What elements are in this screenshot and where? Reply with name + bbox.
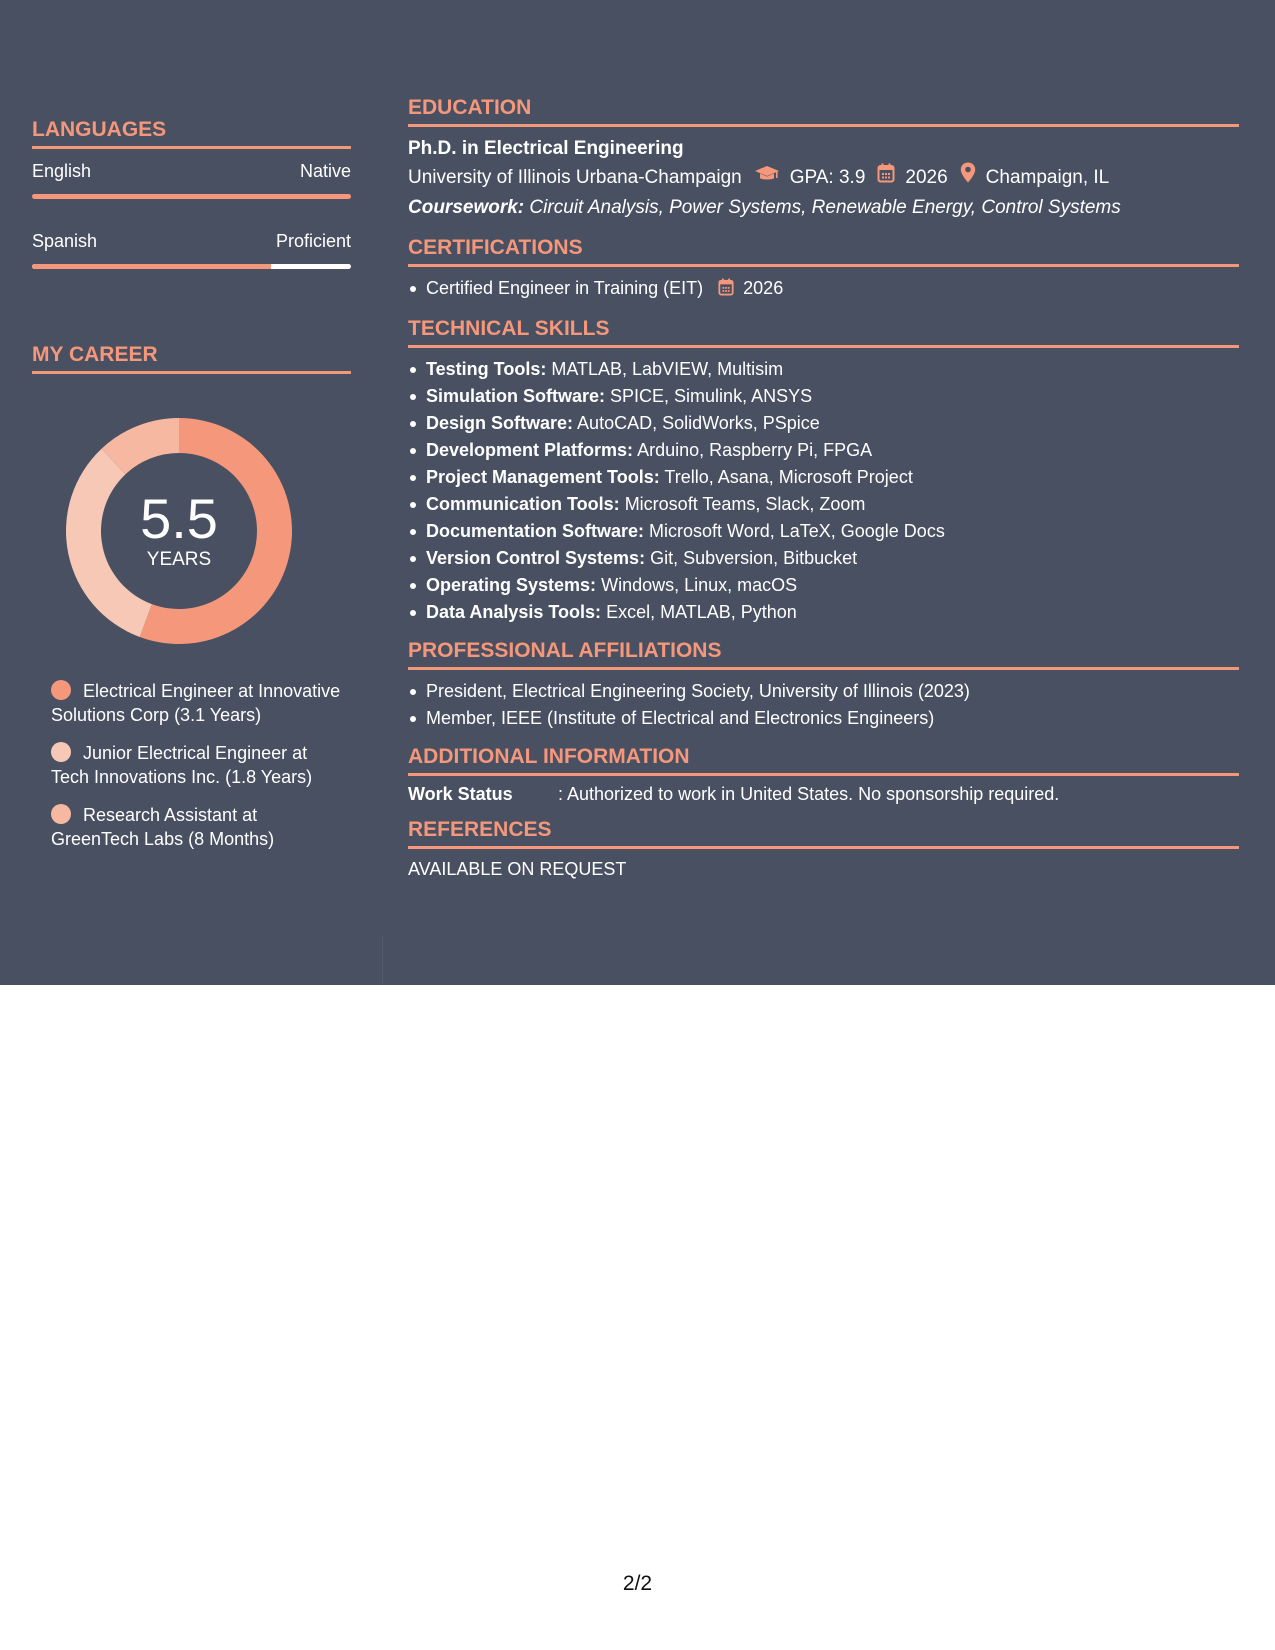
coursework-label: Coursework: (408, 197, 525, 218)
skill-label: Operating Systems: (426, 575, 597, 595)
certifications-section (408, 235, 1239, 304)
affiliation-item: President, Electrical Engineering Society, University of Illinois (2023) (408, 678, 1239, 705)
work-status-label: Work Status (408, 784, 513, 804)
references-text: AVAILABLE ON REQUEST (408, 859, 627, 879)
career-heading: MY CAREER (32, 342, 351, 374)
certification-item (408, 275, 1239, 304)
legend-dot (51, 742, 71, 762)
skill-value: Arduino, Raspberry Pi, FPGA (637, 440, 873, 460)
skill-item (408, 437, 1239, 464)
certification-year: 2026 (743, 278, 784, 298)
skills-section (408, 316, 1239, 626)
skill-label: Documentation Software: (426, 521, 645, 541)
language-proficiency-bar (32, 264, 351, 269)
references-heading: REFERENCES (408, 817, 1239, 849)
skill-item (408, 572, 1239, 599)
skill-label: Development Platforms: (426, 440, 634, 460)
coursework (408, 193, 1239, 223)
work-status-row (408, 784, 1239, 805)
skill-item (408, 491, 1239, 518)
map-pin-icon (960, 162, 976, 193)
certification-name: Certified Engineer in Training (EIT) (426, 278, 704, 298)
career-role-label: Electrical Engineer at Innovative Solutions Corp (3.1 Years) (51, 681, 341, 725)
language-proficiency-bar (32, 194, 351, 199)
additional-info-section (408, 744, 1239, 805)
affiliations-section (408, 638, 1239, 732)
career-role-label: Junior Electrical Engineer at Tech Innovations Inc. (1.8 Years) (51, 743, 313, 787)
skill-label: Simulation Software: (426, 386, 606, 406)
skill-item (408, 464, 1239, 491)
calendar-icon (877, 163, 895, 193)
sidebar (32, 117, 351, 865)
gpa-value: GPA: 3.9 (789, 166, 866, 188)
skill-value: MATLAB, LabVIEW, Multisim (551, 359, 784, 379)
skill-item (408, 356, 1239, 383)
calendar-icon (718, 277, 734, 304)
skill-value: Trello, Asana, Microsoft Project (664, 467, 913, 487)
skill-label: Project Management Tools: (426, 467, 660, 487)
graduation-cap-icon (754, 163, 780, 193)
career-legend-item (51, 803, 341, 851)
affiliation-item: Member, IEEE (Institute of Electrical and Electronics Engineers) (408, 705, 1239, 732)
legend-dot (51, 804, 71, 824)
school-name: University of Illinois Urbana-Champaign (408, 166, 742, 188)
skill-value: Windows, Linux, macOS (601, 575, 798, 595)
school-location: Champaign, IL (985, 166, 1110, 188)
skill-label: Design Software: (426, 413, 574, 433)
page-number: 2/2 (622, 1572, 653, 1595)
career-legend-item (51, 679, 341, 727)
skills-list (408, 356, 1239, 626)
language-item (32, 149, 351, 219)
skill-value: Excel, MATLAB, Python (606, 602, 797, 622)
career-role-label: Research Assistant at GreenTech Labs (8 Months) (51, 805, 275, 849)
languages-heading: LANGUAGES (32, 117, 351, 149)
language-level: Proficient (275, 231, 351, 251)
coursework-list: Circuit Analysis, Power Systems, Renewable Energy, Control Systems (529, 197, 1121, 218)
skill-value: Git, Subversion, Bitbucket (650, 548, 858, 568)
language-name: Spanish (32, 231, 98, 251)
language-item (32, 219, 351, 289)
affiliations-heading: PROFESSIONAL AFFILIATIONS (408, 638, 1239, 670)
skill-label: Data Analysis Tools: (426, 602, 602, 622)
skill-item (408, 518, 1239, 545)
main-content (408, 95, 1239, 892)
skill-item (408, 410, 1239, 437)
education-heading: EDUCATION (408, 95, 1239, 127)
career-total-unit: YEARS (146, 549, 212, 570)
skill-item (408, 599, 1239, 626)
additional-info-heading: ADDITIONAL INFORMATION (408, 744, 1239, 776)
skill-value: Microsoft Teams, Slack, Zoom (624, 494, 866, 514)
skills-heading: TECHNICAL SKILLS (408, 316, 1239, 348)
skill-label: Testing Tools: (426, 359, 547, 379)
language-level: Native (299, 161, 351, 181)
column-divider (382, 935, 383, 985)
career-legend (51, 679, 341, 851)
affiliations-list (408, 678, 1239, 732)
career-total-value: 5.5 (140, 487, 218, 550)
references-section (408, 817, 1239, 880)
skill-item (408, 545, 1239, 572)
skill-value: SPICE, Simulink, ANSYS (610, 386, 813, 406)
skill-label: Version Control Systems: (426, 548, 646, 568)
education-section (408, 95, 1239, 223)
language-proficiency-fill (32, 264, 271, 269)
certifications-heading: CERTIFICATIONS (408, 235, 1239, 267)
skill-label: Communication Tools: (426, 494, 620, 514)
legend-dot (51, 680, 71, 700)
language-name: English (32, 161, 92, 181)
career-legend-item (51, 741, 341, 789)
skill-value: AutoCAD, SolidWorks, PSpice (577, 413, 820, 433)
skill-value: Microsoft Word, LaTeX, Google Docs (649, 521, 945, 541)
language-proficiency-fill (32, 194, 351, 199)
career-donut-chart (65, 417, 293, 645)
certifications-list (408, 275, 1239, 304)
work-status-value: : Authorized to work in United States. No sponsorship required. (558, 784, 1060, 804)
degree-title: Ph.D. in Electrical Engineering (408, 138, 684, 159)
graduation-year: 2026 (905, 166, 948, 188)
education-meta (408, 162, 1239, 193)
skill-item (408, 383, 1239, 410)
